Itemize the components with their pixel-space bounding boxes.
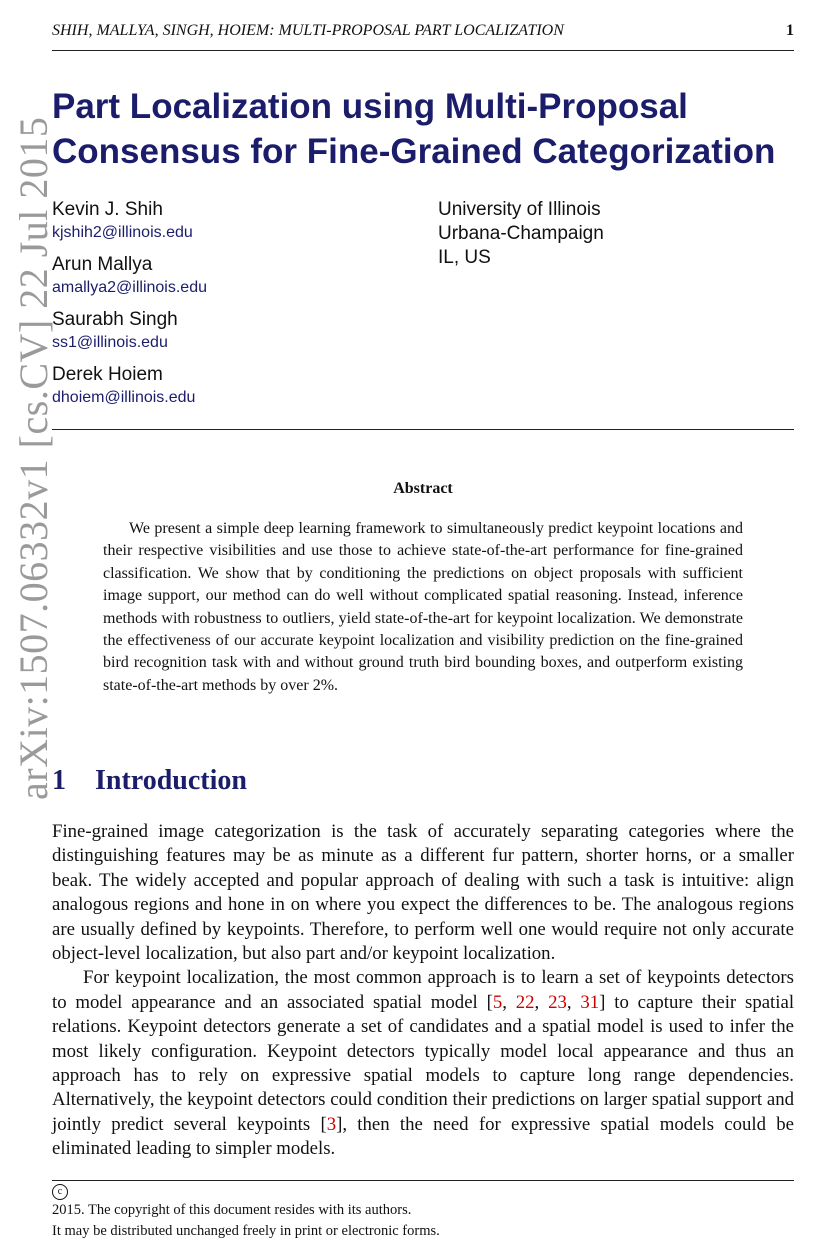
arxiv-stamp: arXiv:1507.06332v1 [cs.CV] 22 Jul 2015 xyxy=(11,116,56,800)
paragraph: Fine-grained image categorization is the task of accurately separating categories where the distinguishing features may be as minute as a different fur pattern, shorter horns, or a smaller beak. The widely accepted and popular approach of dealing with such a task is intuitive: align analogous regions and hone in on where you expect the differences to be. The analogous regions are usually defined by keypoints. Therefore, to perform well one would require not only accurate object-level localization, but also part and/or keypoint localization. xyxy=(52,821,794,965)
copyright-footer xyxy=(52,1184,794,1242)
citation-link[interactable]: 5 xyxy=(492,991,503,1013)
author-list xyxy=(52,198,412,418)
author-name: Kevin J. Shih xyxy=(52,199,163,220)
author-name: Derek Hoiem xyxy=(52,364,163,385)
distribution-note: It may be distributed unchanged freely in print or electronic forms. xyxy=(52,1223,440,1239)
abstract-text: We present a simple deep learning framework to simultaneously predict keypoint locations and their respective visibilities and use those to achieve state-of-the-art performance for fine-grained classification. We show that by conditioning the predictions on object proposals with sufficient image support, our method can do well without complicated spatial reasoning. Instead, inference methods with robustness to outliers, yield state-of-the-art for keypoint localization. We demonstrate the effectiveness of our accurate keypoint localization and visibility prediction on the fine-grained bird recognition task with and without ground truth bird bounding boxes, and outperform existing state-of-the-art methods by over 2%. xyxy=(103,520,743,694)
citation-link[interactable]: 3 xyxy=(326,1113,337,1135)
copyright-icon: c xyxy=(52,1184,68,1200)
affiliation-line: IL, US xyxy=(438,247,491,268)
citation-separator: , xyxy=(566,991,581,1013)
citation-separator: , xyxy=(534,991,549,1013)
paragraph-text: ] to capture their spatial relations. Keypoint detectors generate a set of candidates and a spatial model is used to infer the most likely configuration. Keypoint detectors typically model local appearance and thus an approach has to rely on expressive spatial models to capture long range dependencies. Alternatively, the keypoint detectors could condition their predictions on larger spatial support and jointly predict several keypoints [ xyxy=(52,991,795,1135)
header-divider xyxy=(52,429,794,430)
author-name: Saurabh Singh xyxy=(52,309,178,330)
citation-link[interactable]: 31 xyxy=(580,991,600,1013)
affiliation xyxy=(438,198,604,270)
author-email[interactable]: dhoiem@illinois.edu xyxy=(52,389,196,406)
author-entry xyxy=(52,198,412,244)
citation-separator: , xyxy=(502,991,516,1013)
section-heading xyxy=(52,764,247,798)
footer-divider xyxy=(52,1180,794,1181)
section-title: Introduction xyxy=(95,765,247,796)
author-email[interactable]: kjshih2@illinois.edu xyxy=(52,224,193,241)
page-number: 1 xyxy=(786,22,794,39)
paragraph-text: For keypoint localization, the most common approach is to learn a set of keypoints detectors to model appearance and an associated spatial model [ xyxy=(52,967,794,1013)
author-entry xyxy=(52,308,412,354)
citation-link[interactable]: 23 xyxy=(548,991,567,1013)
affiliation-line: Urbana-Champaign xyxy=(438,223,604,244)
running-title: SHIH, MALLYA, SINGH, HOIEM: MULTI-PROPOSAL PART LOCALIZATION xyxy=(52,22,564,39)
citation-link[interactable]: 22 xyxy=(515,991,535,1013)
paragraph-text: ], then the need for expressive spatial models could be eliminated leading to simpler models. xyxy=(52,1113,795,1160)
author-email[interactable]: amallya2@illinois.edu xyxy=(52,279,207,296)
affiliation-line: University of Illinois xyxy=(438,199,601,220)
running-header xyxy=(52,20,794,51)
title-line-1: Part Localization using Multi-Proposal xyxy=(52,87,688,126)
section-body xyxy=(52,820,794,1162)
author-name: Arun Mallya xyxy=(52,254,153,275)
paragraph xyxy=(52,966,794,1161)
author-entry xyxy=(52,363,412,409)
copyright-text: 2015. The copyright of this document resides with its authors. xyxy=(52,1202,412,1218)
author-entry xyxy=(52,253,412,299)
abstract-heading: Abstract xyxy=(393,480,453,497)
section-number: 1 xyxy=(52,765,66,796)
paper-title xyxy=(52,84,802,174)
title-line-2: Consensus for Fine-Grained Categorization xyxy=(52,132,776,171)
author-email[interactable]: ss1@illinois.edu xyxy=(52,334,168,351)
copyright-line xyxy=(52,1184,794,1221)
